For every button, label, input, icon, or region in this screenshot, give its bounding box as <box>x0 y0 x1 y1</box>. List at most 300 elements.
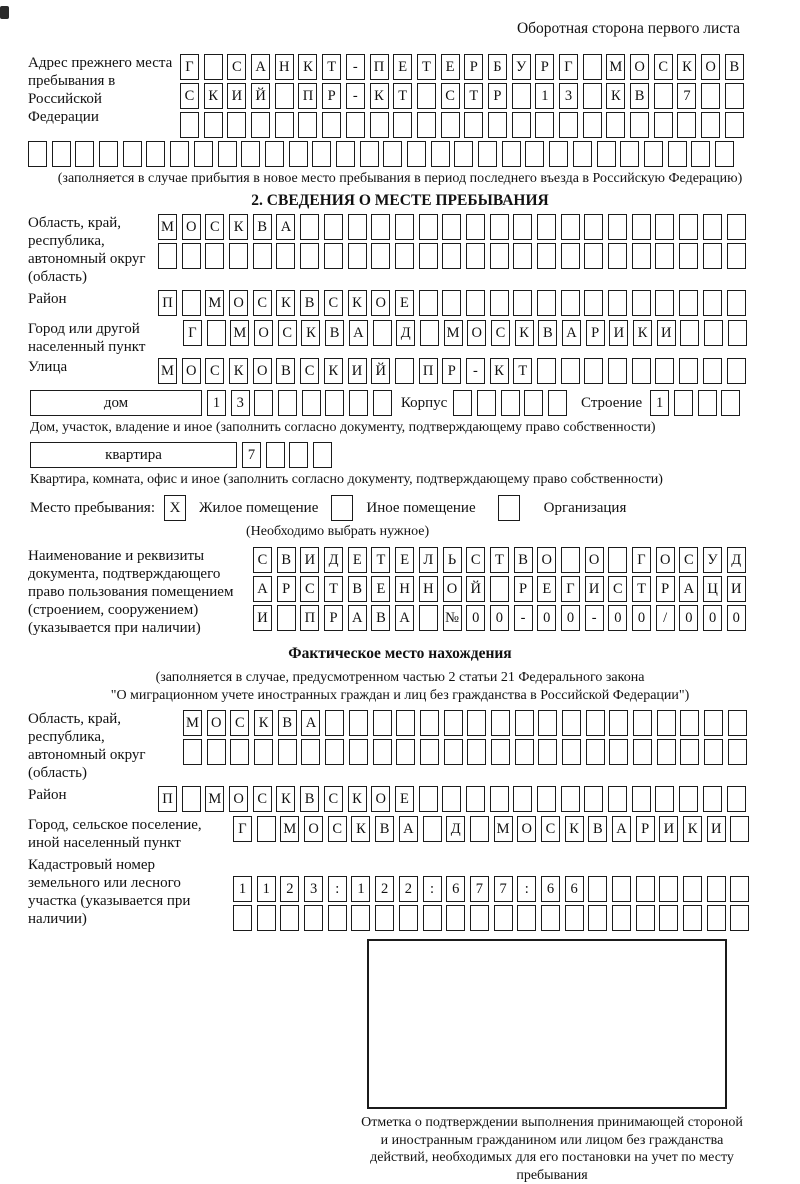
char-box[interactable] <box>612 876 631 902</box>
char-box[interactable]: К <box>298 54 317 80</box>
char-box[interactable] <box>730 905 749 931</box>
char-box[interactable] <box>704 320 723 346</box>
char-box[interactable] <box>257 905 276 931</box>
char-box[interactable] <box>668 141 687 167</box>
char-box[interactable]: С <box>253 290 272 316</box>
char-box[interactable] <box>395 358 414 384</box>
char-box[interactable]: Р <box>464 54 483 80</box>
char-box[interactable] <box>431 141 450 167</box>
char-box[interactable]: А <box>276 214 295 240</box>
char-box[interactable]: Г <box>233 816 252 842</box>
char-box[interactable] <box>466 214 485 240</box>
char-box[interactable] <box>512 112 531 138</box>
char-box[interactable] <box>698 390 717 416</box>
char-box[interactable] <box>680 320 699 346</box>
char-box[interactable] <box>442 214 461 240</box>
char-box[interactable] <box>349 390 368 416</box>
char-box[interactable]: 6 <box>565 876 584 902</box>
char-box[interactable] <box>75 141 94 167</box>
char-box[interactable]: К <box>229 214 248 240</box>
char-box[interactable]: О <box>537 547 556 573</box>
char-box[interactable] <box>289 442 308 468</box>
char-box[interactable]: Р <box>586 320 605 346</box>
char-box[interactable]: А <box>349 320 368 346</box>
char-box[interactable]: Д <box>324 547 343 573</box>
char-box[interactable]: 0 <box>679 605 698 631</box>
char-box[interactable] <box>396 710 415 736</box>
char-box[interactable]: 1 <box>257 876 276 902</box>
char-box[interactable] <box>677 112 696 138</box>
char-box[interactable]: Г <box>180 54 199 80</box>
char-box[interactable]: И <box>253 605 272 631</box>
char-box[interactable] <box>254 739 273 765</box>
char-box[interactable]: 2 <box>280 876 299 902</box>
char-box[interactable] <box>444 710 463 736</box>
char-box[interactable] <box>466 290 485 316</box>
checkbox-organizatsiya[interactable] <box>498 495 520 521</box>
char-box[interactable] <box>679 243 698 269</box>
char-box[interactable]: М <box>280 816 299 842</box>
char-box[interactable]: И <box>657 320 676 346</box>
char-box[interactable]: К <box>348 290 367 316</box>
char-box[interactable] <box>277 605 296 631</box>
stamp-area[interactable] <box>367 939 727 1109</box>
char-box[interactable]: 3 <box>559 83 578 109</box>
char-box[interactable] <box>680 710 699 736</box>
char-box[interactable]: О <box>371 290 390 316</box>
char-box[interactable]: С <box>300 576 319 602</box>
char-box[interactable]: С <box>253 547 272 573</box>
char-box[interactable] <box>630 112 649 138</box>
char-box[interactable]: Р <box>656 576 675 602</box>
char-box[interactable]: 7 <box>494 876 513 902</box>
char-box[interactable] <box>251 112 270 138</box>
char-box[interactable]: И <box>609 320 628 346</box>
char-box[interactable]: П <box>370 54 389 80</box>
char-box[interactable] <box>322 112 341 138</box>
char-box[interactable] <box>275 112 294 138</box>
char-box[interactable] <box>241 141 260 167</box>
char-box[interactable] <box>680 739 699 765</box>
char-box[interactable] <box>679 290 698 316</box>
char-box[interactable] <box>657 739 676 765</box>
char-box[interactable]: - <box>466 358 485 384</box>
char-box[interactable]: В <box>375 816 394 842</box>
char-box[interactable] <box>420 739 439 765</box>
char-box[interactable] <box>583 54 602 80</box>
char-box[interactable] <box>683 876 702 902</box>
char-box[interactable]: 0 <box>561 605 580 631</box>
char-box[interactable] <box>608 358 627 384</box>
char-box[interactable]: Е <box>537 576 556 602</box>
char-box[interactable] <box>444 739 463 765</box>
char-box[interactable] <box>399 905 418 931</box>
char-box[interactable]: Д <box>396 320 415 346</box>
char-box[interactable]: 1 <box>233 876 252 902</box>
char-box[interactable] <box>254 390 273 416</box>
char-box[interactable]: О <box>656 547 675 573</box>
char-box[interactable]: Т <box>371 547 390 573</box>
char-box[interactable]: Т <box>417 54 436 80</box>
char-box[interactable] <box>609 739 628 765</box>
char-box[interactable] <box>597 141 616 167</box>
char-box[interactable] <box>453 390 472 416</box>
char-box[interactable] <box>703 214 722 240</box>
char-box[interactable]: В <box>276 358 295 384</box>
char-box[interactable] <box>180 112 199 138</box>
char-box[interactable] <box>419 605 438 631</box>
char-box[interactable]: С <box>441 83 460 109</box>
char-box[interactable]: Т <box>393 83 412 109</box>
char-box[interactable]: А <box>253 576 272 602</box>
char-box[interactable] <box>703 290 722 316</box>
char-box[interactable] <box>490 243 509 269</box>
char-box[interactable] <box>659 876 678 902</box>
char-box[interactable]: О <box>517 816 536 842</box>
char-box[interactable]: О <box>304 816 323 842</box>
char-box[interactable] <box>477 390 496 416</box>
char-box[interactable] <box>349 739 368 765</box>
char-box[interactable] <box>205 243 224 269</box>
char-box[interactable]: 2 <box>399 876 418 902</box>
char-box[interactable]: 0 <box>727 605 746 631</box>
char-box[interactable] <box>537 358 556 384</box>
char-box[interactable] <box>620 141 639 167</box>
char-box[interactable] <box>537 290 556 316</box>
char-box[interactable] <box>683 905 702 931</box>
char-box[interactable] <box>515 710 534 736</box>
char-box[interactable]: А <box>348 605 367 631</box>
char-box[interactable] <box>300 214 319 240</box>
char-box[interactable]: Е <box>348 547 367 573</box>
char-box[interactable] <box>182 786 201 812</box>
char-box[interactable] <box>336 141 355 167</box>
char-box[interactable]: Б <box>488 54 507 80</box>
char-box[interactable] <box>183 739 202 765</box>
char-box[interactable] <box>537 243 556 269</box>
char-box[interactable]: У <box>703 547 722 573</box>
char-box[interactable] <box>419 243 438 269</box>
char-box[interactable] <box>608 243 627 269</box>
char-box[interactable] <box>466 786 485 812</box>
char-box[interactable] <box>541 905 560 931</box>
char-box[interactable] <box>561 358 580 384</box>
char-box[interactable]: Т <box>632 576 651 602</box>
char-box[interactable]: А <box>251 54 270 80</box>
char-box[interactable] <box>588 876 607 902</box>
char-box[interactable] <box>52 141 71 167</box>
char-box[interactable]: 0 <box>632 605 651 631</box>
char-box[interactable] <box>467 710 486 736</box>
char-box[interactable] <box>371 243 390 269</box>
char-box[interactable] <box>194 141 213 167</box>
char-box[interactable]: Ц <box>703 576 722 602</box>
char-box[interactable]: Ь <box>443 547 462 573</box>
char-box[interactable] <box>562 710 581 736</box>
char-box[interactable] <box>703 243 722 269</box>
char-box[interactable] <box>278 739 297 765</box>
char-box[interactable] <box>420 710 439 736</box>
char-box[interactable] <box>491 739 510 765</box>
char-box[interactable]: В <box>538 320 557 346</box>
char-box[interactable] <box>348 214 367 240</box>
char-box[interactable] <box>28 141 47 167</box>
char-box[interactable] <box>207 739 226 765</box>
char-box[interactable] <box>266 442 285 468</box>
char-box[interactable]: И <box>727 576 746 602</box>
char-box[interactable] <box>654 112 673 138</box>
char-box[interactable] <box>584 290 603 316</box>
char-box[interactable]: С <box>253 786 272 812</box>
char-box[interactable] <box>170 141 189 167</box>
char-box[interactable]: О <box>371 786 390 812</box>
char-box[interactable] <box>383 141 402 167</box>
char-box[interactable] <box>727 243 746 269</box>
char-box[interactable]: К <box>683 816 702 842</box>
char-box[interactable] <box>632 243 651 269</box>
char-box[interactable] <box>446 905 465 931</box>
char-box[interactable] <box>586 739 605 765</box>
char-box[interactable]: М <box>183 710 202 736</box>
char-box[interactable]: В <box>630 83 649 109</box>
char-box[interactable]: Й <box>371 358 390 384</box>
char-box[interactable] <box>253 243 272 269</box>
char-box[interactable]: М <box>444 320 463 346</box>
char-box[interactable]: К <box>301 320 320 346</box>
char-box[interactable]: К <box>276 786 295 812</box>
char-box[interactable] <box>655 358 674 384</box>
char-box[interactable]: А <box>395 605 414 631</box>
char-box[interactable]: 7 <box>242 442 261 468</box>
char-box[interactable] <box>423 816 442 842</box>
char-box[interactable]: М <box>494 816 513 842</box>
char-box[interactable] <box>583 83 602 109</box>
char-box[interactable]: 3 <box>304 876 323 902</box>
char-box[interactable]: В <box>514 547 533 573</box>
char-box[interactable] <box>298 112 317 138</box>
char-box[interactable] <box>538 739 557 765</box>
char-box[interactable]: А <box>679 576 698 602</box>
char-box[interactable]: Й <box>466 576 485 602</box>
char-box[interactable]: Г <box>183 320 202 346</box>
char-box[interactable] <box>561 290 580 316</box>
char-box[interactable]: В <box>371 605 390 631</box>
char-box[interactable]: М <box>230 320 249 346</box>
char-box[interactable] <box>182 243 201 269</box>
char-box[interactable]: А <box>301 710 320 736</box>
char-box[interactable] <box>679 786 698 812</box>
char-box[interactable] <box>229 243 248 269</box>
char-box[interactable] <box>632 290 651 316</box>
char-box[interactable] <box>325 739 344 765</box>
char-box[interactable] <box>360 141 379 167</box>
char-box[interactable]: К <box>254 710 273 736</box>
char-box[interactable]: Р <box>324 605 343 631</box>
char-box[interactable] <box>561 214 580 240</box>
char-box[interactable]: Г <box>632 547 651 573</box>
char-box[interactable] <box>586 710 605 736</box>
char-box[interactable] <box>490 214 509 240</box>
char-box[interactable] <box>515 739 534 765</box>
char-box[interactable] <box>490 576 509 602</box>
char-box[interactable] <box>512 83 531 109</box>
char-box[interactable]: Р <box>636 816 655 842</box>
char-box[interactable] <box>182 290 201 316</box>
char-box[interactable] <box>204 54 223 80</box>
char-box[interactable]: М <box>158 358 177 384</box>
char-box[interactable] <box>325 390 344 416</box>
char-box[interactable] <box>395 214 414 240</box>
char-box[interactable] <box>442 243 461 269</box>
char-box[interactable] <box>655 786 674 812</box>
char-box[interactable]: 1 <box>650 390 669 416</box>
char-box[interactable]: И <box>585 576 604 602</box>
char-box[interactable]: С <box>466 547 485 573</box>
char-box[interactable]: Т <box>490 547 509 573</box>
char-box[interactable] <box>657 710 676 736</box>
char-box[interactable]: Р <box>514 576 533 602</box>
char-box[interactable] <box>312 141 331 167</box>
char-box[interactable] <box>608 786 627 812</box>
char-box[interactable] <box>373 739 392 765</box>
char-box[interactable]: К <box>490 358 509 384</box>
char-box[interactable] <box>304 905 323 931</box>
char-box[interactable]: Е <box>395 786 414 812</box>
char-box[interactable] <box>632 786 651 812</box>
char-box[interactable]: С <box>278 320 297 346</box>
char-box[interactable] <box>419 786 438 812</box>
char-box[interactable] <box>565 905 584 931</box>
char-box[interactable] <box>375 905 394 931</box>
char-box[interactable] <box>423 905 442 931</box>
char-box[interactable] <box>691 141 710 167</box>
char-box[interactable]: К <box>276 290 295 316</box>
char-box[interactable]: Т <box>324 576 343 602</box>
char-box[interactable] <box>464 112 483 138</box>
char-box[interactable] <box>348 243 367 269</box>
char-box[interactable]: П <box>419 358 438 384</box>
char-box[interactable] <box>227 112 246 138</box>
char-box[interactable] <box>561 243 580 269</box>
char-box[interactable]: Н <box>419 576 438 602</box>
char-box[interactable] <box>728 320 747 346</box>
char-box[interactable]: Г <box>561 576 580 602</box>
char-box[interactable]: И <box>227 83 246 109</box>
char-box[interactable]: С <box>541 816 560 842</box>
char-box[interactable]: Л <box>419 547 438 573</box>
char-box[interactable] <box>513 290 532 316</box>
char-box[interactable] <box>280 905 299 931</box>
char-box[interactable] <box>655 243 674 269</box>
char-box[interactable] <box>204 112 223 138</box>
char-box[interactable]: 6 <box>541 876 560 902</box>
char-box[interactable] <box>608 214 627 240</box>
char-box[interactable]: М <box>606 54 625 80</box>
char-box[interactable] <box>373 710 392 736</box>
char-box[interactable]: 0 <box>490 605 509 631</box>
char-box[interactable]: К <box>351 816 370 842</box>
char-box[interactable] <box>559 112 578 138</box>
char-box[interactable] <box>584 358 603 384</box>
char-box[interactable]: С <box>328 816 347 842</box>
char-box[interactable]: К <box>370 83 389 109</box>
char-box[interactable] <box>265 141 284 167</box>
char-box[interactable] <box>513 214 532 240</box>
char-box[interactable] <box>728 739 747 765</box>
char-box[interactable]: № <box>443 605 462 631</box>
char-box[interactable]: К <box>204 83 223 109</box>
checkbox-inoe[interactable] <box>331 495 353 521</box>
char-box[interactable]: В <box>300 290 319 316</box>
char-box[interactable]: 1 <box>535 83 554 109</box>
char-box[interactable] <box>207 320 226 346</box>
char-box[interactable] <box>535 112 554 138</box>
char-box[interactable] <box>633 739 652 765</box>
char-box[interactable]: Й <box>251 83 270 109</box>
char-box[interactable] <box>289 141 308 167</box>
char-box[interactable] <box>346 112 365 138</box>
char-box[interactable] <box>715 141 734 167</box>
char-box[interactable] <box>561 786 580 812</box>
char-box[interactable] <box>525 141 544 167</box>
char-box[interactable] <box>562 739 581 765</box>
char-box[interactable]: С <box>205 214 224 240</box>
char-box[interactable]: С <box>679 547 698 573</box>
char-box[interactable] <box>470 816 489 842</box>
char-box[interactable] <box>275 83 294 109</box>
char-box[interactable]: С <box>205 358 224 384</box>
char-box[interactable] <box>612 905 631 931</box>
char-box[interactable]: С <box>324 786 343 812</box>
char-box[interactable] <box>632 358 651 384</box>
char-box[interactable]: 7 <box>677 83 696 109</box>
char-box[interactable]: О <box>229 290 248 316</box>
char-box[interactable]: Н <box>275 54 294 80</box>
char-box[interactable] <box>584 786 603 812</box>
char-box[interactable] <box>679 214 698 240</box>
char-box[interactable] <box>396 739 415 765</box>
char-box[interactable] <box>146 141 165 167</box>
char-box[interactable]: О <box>254 320 273 346</box>
char-box[interactable]: В <box>725 54 744 80</box>
char-box[interactable]: Н <box>395 576 414 602</box>
char-box[interactable] <box>351 905 370 931</box>
char-box[interactable]: В <box>253 214 272 240</box>
char-box[interactable] <box>420 320 439 346</box>
char-box[interactable]: У <box>512 54 531 80</box>
char-box[interactable]: П <box>298 83 317 109</box>
char-box[interactable] <box>407 141 426 167</box>
char-box[interactable] <box>588 905 607 931</box>
char-box[interactable] <box>727 786 746 812</box>
char-box[interactable]: : <box>517 876 536 902</box>
char-box[interactable] <box>441 112 460 138</box>
char-box[interactable]: 7 <box>470 876 489 902</box>
char-box[interactable] <box>730 876 749 902</box>
char-box[interactable]: : <box>328 876 347 902</box>
char-box[interactable]: В <box>278 710 297 736</box>
char-box[interactable]: А <box>562 320 581 346</box>
char-box[interactable]: П <box>158 290 177 316</box>
char-box[interactable]: А <box>612 816 631 842</box>
char-box[interactable]: 2 <box>375 876 394 902</box>
char-box[interactable] <box>488 112 507 138</box>
char-box[interactable] <box>609 710 628 736</box>
char-box[interactable] <box>674 390 693 416</box>
char-box[interactable] <box>644 141 663 167</box>
char-box[interactable] <box>704 710 723 736</box>
char-box[interactable]: 0 <box>537 605 556 631</box>
